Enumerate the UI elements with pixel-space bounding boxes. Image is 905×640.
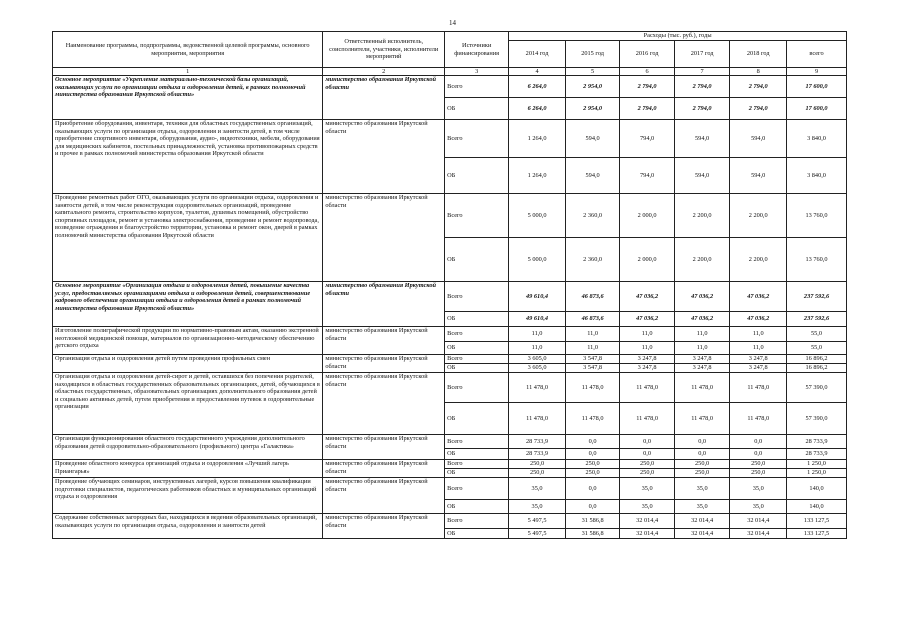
responsible-executor: министерство образования Иркутской области bbox=[323, 355, 445, 373]
total-value: 133 127,5 bbox=[787, 514, 847, 529]
responsible-executor: министерство образования Иркутской области bbox=[323, 435, 445, 460]
year-value: 32 014,4 bbox=[674, 514, 730, 529]
year-value: 2 794,0 bbox=[730, 76, 787, 98]
year-value: 250,0 bbox=[565, 469, 619, 478]
total-value: 13 760,0 bbox=[787, 238, 847, 282]
expenditure-table bbox=[52, 31, 847, 539]
total-value: 17 600,0 bbox=[787, 76, 847, 98]
year-value: 2 794,0 bbox=[620, 98, 674, 120]
funding-source: Всего bbox=[445, 514, 509, 529]
year-value: 11,0 bbox=[620, 342, 674, 355]
year-value: 5 000,0 bbox=[509, 194, 566, 238]
responsible-executor: министерство образования Иркутской области bbox=[323, 194, 445, 282]
year-value: 32 014,4 bbox=[620, 514, 674, 529]
year-value: 0,0 bbox=[674, 449, 730, 460]
activity-name: Изготовление полиграфической продукции по нормативно-правовым актам, оказанию экстренной неотложной медицинской помощи, материалов по организационно-методическому обеспечению детского отдыха bbox=[53, 327, 323, 355]
total-value: 13 760,0 bbox=[787, 194, 847, 238]
funding-source: ОБ bbox=[445, 238, 509, 282]
year-value: 35,0 bbox=[730, 500, 787, 514]
responsible-executor: министерство образования Иркутской области bbox=[323, 76, 445, 120]
year-value: 594,0 bbox=[674, 120, 730, 158]
total-value: 140,0 bbox=[787, 478, 847, 500]
total-value: 55,0 bbox=[787, 342, 847, 355]
year-value: 0,0 bbox=[730, 449, 787, 460]
column-number: 1 bbox=[53, 68, 323, 76]
table-row bbox=[53, 120, 847, 158]
table-row bbox=[53, 355, 847, 364]
total-value: 3 840,0 bbox=[787, 158, 847, 194]
activity-name: Основное мероприятие «Организация отдыха и оздоровления детей, повышение качества услуг, предоставляемых организациями отдыха и оздоровления детей, совершенствование кадрового обеспечения организации отдыха и оздоровления детей в рамках полномочий министерства образования Иркутской области» bbox=[53, 282, 323, 327]
year-value: 47 036,2 bbox=[730, 312, 787, 327]
header-year: 2016 год bbox=[620, 41, 674, 68]
responsible-executor: министерство образования Иркутской области bbox=[323, 282, 445, 327]
year-value: 11,0 bbox=[620, 327, 674, 342]
year-value: 32 014,4 bbox=[620, 529, 674, 539]
table-row bbox=[53, 435, 847, 449]
year-value: 3 547,8 bbox=[565, 364, 619, 373]
activity-name: Содержание собственных загородных баз, находящихся в ведении образовательных организаций, оказывающих услуги по организации отдыха, оздоровления и занятости детей bbox=[53, 514, 323, 539]
year-value: 11 478,0 bbox=[730, 403, 787, 435]
activity-name: Проведение областного конкурса организаций отдыха и оздоровления «Лучший лагерь Приангарья» bbox=[53, 460, 323, 478]
table-row bbox=[53, 373, 847, 403]
year-value: 3 247,8 bbox=[620, 364, 674, 373]
year-value: 5 497,5 bbox=[509, 529, 566, 539]
header-year: 2014 год bbox=[509, 41, 566, 68]
year-value: 0,0 bbox=[620, 435, 674, 449]
funding-source: Всего bbox=[445, 282, 509, 312]
year-value: 0,0 bbox=[565, 500, 619, 514]
responsible-executor: министерство образования Иркутской области bbox=[323, 327, 445, 355]
year-value: 11,0 bbox=[730, 327, 787, 342]
funding-source: Всего bbox=[445, 327, 509, 342]
year-value: 2 200,0 bbox=[674, 238, 730, 282]
year-value: 11 478,0 bbox=[674, 403, 730, 435]
column-numbers-row bbox=[53, 68, 847, 76]
funding-source: ОБ bbox=[445, 403, 509, 435]
year-value: 250,0 bbox=[620, 469, 674, 478]
header-name: Наименование программы, подпрограммы, ведомственной целевой программы, основного мероприятия, мероприятия bbox=[53, 32, 323, 68]
activity-name: Проведение ремонтных работ ОГО, оказывающих услуги по организации отдыха, оздоровления и занятости детей, в том числе реконструкция оздоровительных организаций, проведение капитального ремонта, строительство корпусов, туалетов, душевых помещений, обустройство спортивных площадок, ремонт и установка электроснабжения, проведение и ремонт водопровода, возведение ограждения и благоустройство территории, установка и ремонт окон, дверей в рамках полномочий министерства образования Иркутской области bbox=[53, 194, 323, 282]
year-value: 46 873,6 bbox=[565, 312, 619, 327]
year-value: 3 605,0 bbox=[509, 355, 566, 364]
year-value: 2 794,0 bbox=[620, 76, 674, 98]
year-value: 28 733,9 bbox=[509, 449, 566, 460]
year-value: 594,0 bbox=[565, 120, 619, 158]
column-number: 2 bbox=[323, 68, 445, 76]
total-value: 57 390,0 bbox=[787, 403, 847, 435]
year-value: 11 478,0 bbox=[674, 373, 730, 403]
table-row bbox=[53, 76, 847, 98]
funding-source: Всего bbox=[445, 460, 509, 469]
funding-source: Всего bbox=[445, 120, 509, 158]
year-value: 3 547,8 bbox=[565, 355, 619, 364]
year-value: 594,0 bbox=[730, 158, 787, 194]
year-value: 11,0 bbox=[565, 327, 619, 342]
year-value: 2 360,0 bbox=[565, 238, 619, 282]
year-value: 2 954,0 bbox=[565, 98, 619, 120]
year-value: 35,0 bbox=[674, 478, 730, 500]
column-number: 3 bbox=[445, 68, 509, 76]
year-value: 11,0 bbox=[674, 327, 730, 342]
table-row bbox=[53, 514, 847, 529]
funding-source: Всего bbox=[445, 76, 509, 98]
funding-source: Всего bbox=[445, 373, 509, 403]
year-value: 250,0 bbox=[565, 460, 619, 469]
year-value: 11 478,0 bbox=[509, 403, 566, 435]
year-value: 2 794,0 bbox=[674, 76, 730, 98]
year-value: 0,0 bbox=[674, 435, 730, 449]
year-value: 31 586,8 bbox=[565, 529, 619, 539]
year-value: 3 247,8 bbox=[674, 355, 730, 364]
responsible-executor: министерство образования Иркутской области bbox=[323, 478, 445, 514]
total-value: 16 896,2 bbox=[787, 355, 847, 364]
year-value: 2 200,0 bbox=[730, 194, 787, 238]
year-value: 2 794,0 bbox=[674, 98, 730, 120]
year-value: 250,0 bbox=[620, 460, 674, 469]
activity-name: Организация отдыха и оздоровления детей путем проведения профильных смен bbox=[53, 355, 323, 373]
year-value: 250,0 bbox=[509, 469, 566, 478]
header-year: 2015 год bbox=[565, 41, 619, 68]
header-year: 2018 год bbox=[730, 41, 787, 68]
year-value: 31 586,8 bbox=[565, 514, 619, 529]
year-value: 11,0 bbox=[565, 342, 619, 355]
column-number: 8 bbox=[730, 68, 787, 76]
table-row bbox=[53, 460, 847, 469]
header-source: Источники финансирования bbox=[445, 32, 509, 68]
column-number: 6 bbox=[620, 68, 674, 76]
year-value: 32 014,4 bbox=[730, 529, 787, 539]
funding-source: Всего bbox=[445, 194, 509, 238]
header-year: 2017 год bbox=[674, 41, 730, 68]
year-value: 32 014,4 bbox=[674, 529, 730, 539]
activity-name: Организация отдыха и оздоровления детей-сирот и детей, оставшихся без попечения родителей, находящихся в областных государственных образовательных организациях, детей, обучающихся в областных государственных, образовательных организациях дополнительного образования детей и социально активных детей, путем приобретения и предоставления путевок в оздоровительные организации bbox=[53, 373, 323, 435]
year-value: 35,0 bbox=[620, 500, 674, 514]
year-value: 1 264,0 bbox=[509, 158, 566, 194]
funding-source: ОБ bbox=[445, 342, 509, 355]
funding-source: ОБ bbox=[445, 312, 509, 327]
year-value: 6 264,0 bbox=[509, 98, 566, 120]
year-value: 28 733,9 bbox=[509, 435, 566, 449]
year-value: 5 000,0 bbox=[509, 238, 566, 282]
year-value: 0,0 bbox=[565, 435, 619, 449]
year-value: 250,0 bbox=[674, 469, 730, 478]
year-value: 0,0 bbox=[565, 478, 619, 500]
year-value: 6 264,0 bbox=[509, 76, 566, 98]
year-value: 3 247,8 bbox=[674, 364, 730, 373]
year-value: 3 247,8 bbox=[730, 364, 787, 373]
total-value: 1 250,0 bbox=[787, 469, 847, 478]
year-value: 594,0 bbox=[674, 158, 730, 194]
funding-source: Всего bbox=[445, 478, 509, 500]
funding-source: Всего bbox=[445, 435, 509, 449]
year-value: 594,0 bbox=[730, 120, 787, 158]
table-row bbox=[53, 327, 847, 342]
year-value: 250,0 bbox=[674, 460, 730, 469]
total-value: 133 127,5 bbox=[787, 529, 847, 539]
year-value: 2 954,0 bbox=[565, 76, 619, 98]
responsible-executor: министерство образования Иркутской области bbox=[323, 373, 445, 435]
column-number: 7 bbox=[674, 68, 730, 76]
total-value: 16 896,2 bbox=[787, 364, 847, 373]
activity-name: Основное мероприятие «Укрепление материально-технической базы организаций, оказывающих услуги по организации отдыха и оздоровления детей, в рамках полномочий министерства образования Иркутской области» bbox=[53, 76, 323, 120]
year-value: 11,0 bbox=[509, 327, 566, 342]
total-value: 55,0 bbox=[787, 327, 847, 342]
year-value: 0,0 bbox=[565, 449, 619, 460]
column-number: 5 bbox=[565, 68, 619, 76]
funding-source: ОБ bbox=[445, 449, 509, 460]
year-value: 11,0 bbox=[730, 342, 787, 355]
table-row bbox=[53, 282, 847, 312]
year-value: 46 873,6 bbox=[565, 282, 619, 312]
year-value: 5 497,5 bbox=[509, 514, 566, 529]
year-value: 250,0 bbox=[730, 460, 787, 469]
activity-name: Проведение обучающих семинаров, инструктивных лагерей, курсов повышения квалификации подготовки специалистов, педагогических работников областных и муниципальных организаций отдыха и оздоровления bbox=[53, 478, 323, 514]
year-value: 794,0 bbox=[620, 158, 674, 194]
year-value: 0,0 bbox=[620, 449, 674, 460]
year-value: 11,0 bbox=[509, 342, 566, 355]
year-value: 2 200,0 bbox=[674, 194, 730, 238]
funding-source: Всего bbox=[445, 355, 509, 364]
responsible-executor: министерство образования Иркутской области bbox=[323, 514, 445, 539]
activity-name: Приобретение оборудования, инвентаря, техники для областных государственных организаций, оказывающих услуги по организации отдыха, оздоровления и занятости детей, в том числе приобретение спортивного инвентаря, оборудования, аудио-, видеотехники, мебели, оборудования для медицинских кабинетов, постельных принадлежностей, установка противопожарных средств и прочее в рамках полномочий министерства образования Иркутской области bbox=[53, 120, 323, 194]
total-value: 28 733,9 bbox=[787, 449, 847, 460]
year-value: 11,0 bbox=[674, 342, 730, 355]
column-number: 4 bbox=[509, 68, 566, 76]
responsible-executor: министерство образования Иркутской области bbox=[323, 120, 445, 194]
header-expenses: Расходы (тыс. руб.), годы bbox=[509, 32, 847, 41]
year-value: 35,0 bbox=[674, 500, 730, 514]
year-value: 2 794,0 bbox=[730, 98, 787, 120]
activity-name: Организация функционирования областного государственного учреждения дополнительного образования детей оздоровительно-образовательного (профильного) центра «Галактика» bbox=[53, 435, 323, 460]
year-value: 47 036,2 bbox=[620, 282, 674, 312]
total-value: 17 600,0 bbox=[787, 98, 847, 120]
year-value: 3 247,8 bbox=[730, 355, 787, 364]
year-value: 2 000,0 bbox=[620, 238, 674, 282]
year-value: 2 360,0 bbox=[565, 194, 619, 238]
year-value: 2 200,0 bbox=[730, 238, 787, 282]
table-body bbox=[53, 76, 847, 539]
total-value: 57 390,0 bbox=[787, 373, 847, 403]
header-responsible: Ответственный исполнитель, соисполнители, участники, исполнители мероприятий bbox=[323, 32, 445, 68]
year-value: 11 478,0 bbox=[620, 403, 674, 435]
year-value: 49 610,4 bbox=[509, 312, 566, 327]
funding-source: ОБ bbox=[445, 500, 509, 514]
table-row bbox=[53, 478, 847, 500]
year-value: 3 247,8 bbox=[620, 355, 674, 364]
total-value: 237 592,6 bbox=[787, 282, 847, 312]
year-value: 11 478,0 bbox=[620, 373, 674, 403]
year-value: 2 000,0 bbox=[620, 194, 674, 238]
total-value: 140,0 bbox=[787, 500, 847, 514]
responsible-executor: министерство образования Иркутской области bbox=[323, 460, 445, 478]
year-value: 11 478,0 bbox=[509, 373, 566, 403]
total-value: 3 840,0 bbox=[787, 120, 847, 158]
total-value: 237 592,6 bbox=[787, 312, 847, 327]
funding-source: ОБ bbox=[445, 364, 509, 373]
funding-source: ОБ bbox=[445, 529, 509, 539]
year-value: 1 264,0 bbox=[509, 120, 566, 158]
year-value: 250,0 bbox=[509, 460, 566, 469]
total-value: 1 250,0 bbox=[787, 460, 847, 469]
year-value: 32 014,4 bbox=[730, 514, 787, 529]
year-value: 47 036,2 bbox=[620, 312, 674, 327]
year-value: 35,0 bbox=[730, 478, 787, 500]
total-value: 28 733,9 bbox=[787, 435, 847, 449]
year-value: 0,0 bbox=[730, 435, 787, 449]
year-value: 47 036,2 bbox=[730, 282, 787, 312]
year-value: 49 610,4 bbox=[509, 282, 566, 312]
year-value: 35,0 bbox=[509, 478, 566, 500]
year-value: 11 478,0 bbox=[730, 373, 787, 403]
page-number: 14 bbox=[449, 19, 456, 27]
table-row bbox=[53, 194, 847, 238]
year-value: 35,0 bbox=[620, 478, 674, 500]
year-value: 3 605,0 bbox=[509, 364, 566, 373]
year-value: 47 036,2 bbox=[674, 282, 730, 312]
year-value: 11 478,0 bbox=[565, 373, 619, 403]
funding-source: ОБ bbox=[445, 469, 509, 478]
year-value: 11 478,0 bbox=[565, 403, 619, 435]
year-value: 794,0 bbox=[620, 120, 674, 158]
year-value: 35,0 bbox=[509, 500, 566, 514]
funding-source: ОБ bbox=[445, 98, 509, 120]
year-value: 594,0 bbox=[565, 158, 619, 194]
column-number: 9 bbox=[787, 68, 847, 76]
year-value: 47 036,2 bbox=[674, 312, 730, 327]
funding-source: ОБ bbox=[445, 158, 509, 194]
header-total: всего bbox=[787, 41, 847, 68]
year-value: 250,0 bbox=[730, 469, 787, 478]
